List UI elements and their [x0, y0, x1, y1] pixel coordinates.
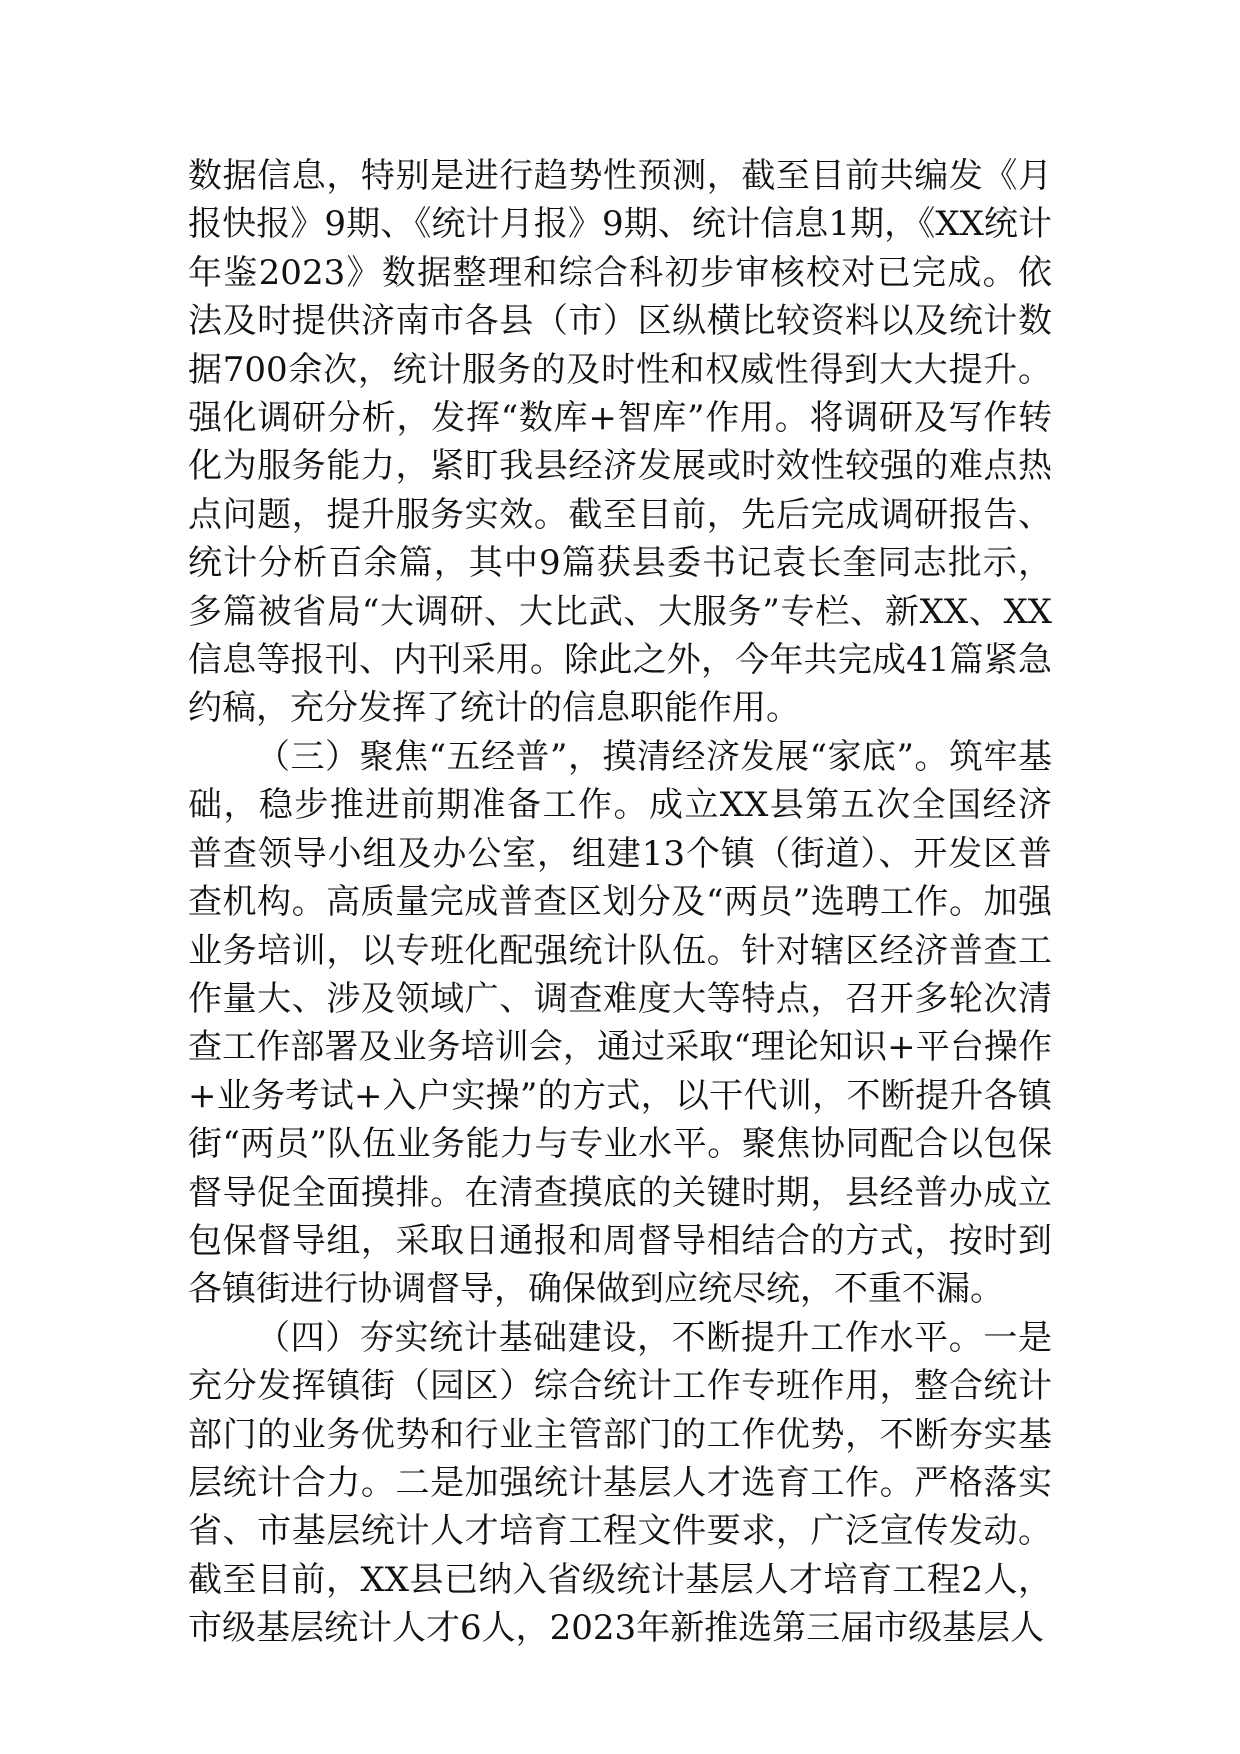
paragraph-statistics-foundation: （四）夯实统计基础建设，不断提升工作水平。一是充分发挥镇街（园区）综合统计工作专班作用，整合统计部门的业务优势和行业主管部门的工作优势，不断夯实基层统计合力。二是加强统计基层人才选育工作。严格落实省、市基层统计人才培育工程文件要求，广泛宣传发动。截至目前，XX县已纳入省级统计基层人才培育工程2人，市级基层统计人才6人，2023年新推选第三届市级基层人	[188, 1317, 1052, 1649]
paragraph-economic-census: （三）聚焦“五经普”，摸清经济发展“家底”。筑牢基础，稳步推进前期准备工作。成立XX县第五次全国经济普查领导小组及办公室，组建13个镇（街道）、开发区普查机构。高质量完成普查区划分及“两员”选聘工作。加强业务培训，以专班化配强统计队伍。针对辖区经济普查工作量大、涉及领域广、调查难度大等特点，召开多轮次清查工作部署及业务培训会，通过采取“理论知识+平台操作+业务考试+入户实操”的方式，以干代训，不断提升各镇街“两员”队伍业务能力与专业水平。聚焦协同配合以包保督导促全面摸排。在清查摸底的关键时期，县经普办成立包保督导组，采取日通报和周督导相结合的方式，按时到各镇街进行协调督导，确保做到应统尽统，不重不漏。	[188, 736, 1052, 1310]
paragraph-data-info: 数据信息，特别是进行趋势性预测，截至目前共编发《月报快报》9期、《统计月报》9期、统计信息1期，《XX统计年鉴2023》数据整理和综合科初步审核校对已完成。依法及时提供济南市各县（市）区纵横比较资料以及统计数据700余次，统计服务的及时性和权威性得到大大提升。强化调研分析，发挥“数库+智库”作用。将调研及写作转化为服务能力，紧盯我县经济发展或时效性较强的难点热点问题，提升服务实效。截至目前，先后完成调研报告、统计分析百余篇，其中9篇获县委书记袁长奎同志批示，多篇被省局“大调研、大比武、大服务”专栏、新XX、XX信息等报刊、内刊采用。除此之外，今年共完成41篇紧急约稿，充分发挥了统计的信息职能作用。	[188, 156, 1052, 729]
document-body	[188, 152, 1052, 1653]
